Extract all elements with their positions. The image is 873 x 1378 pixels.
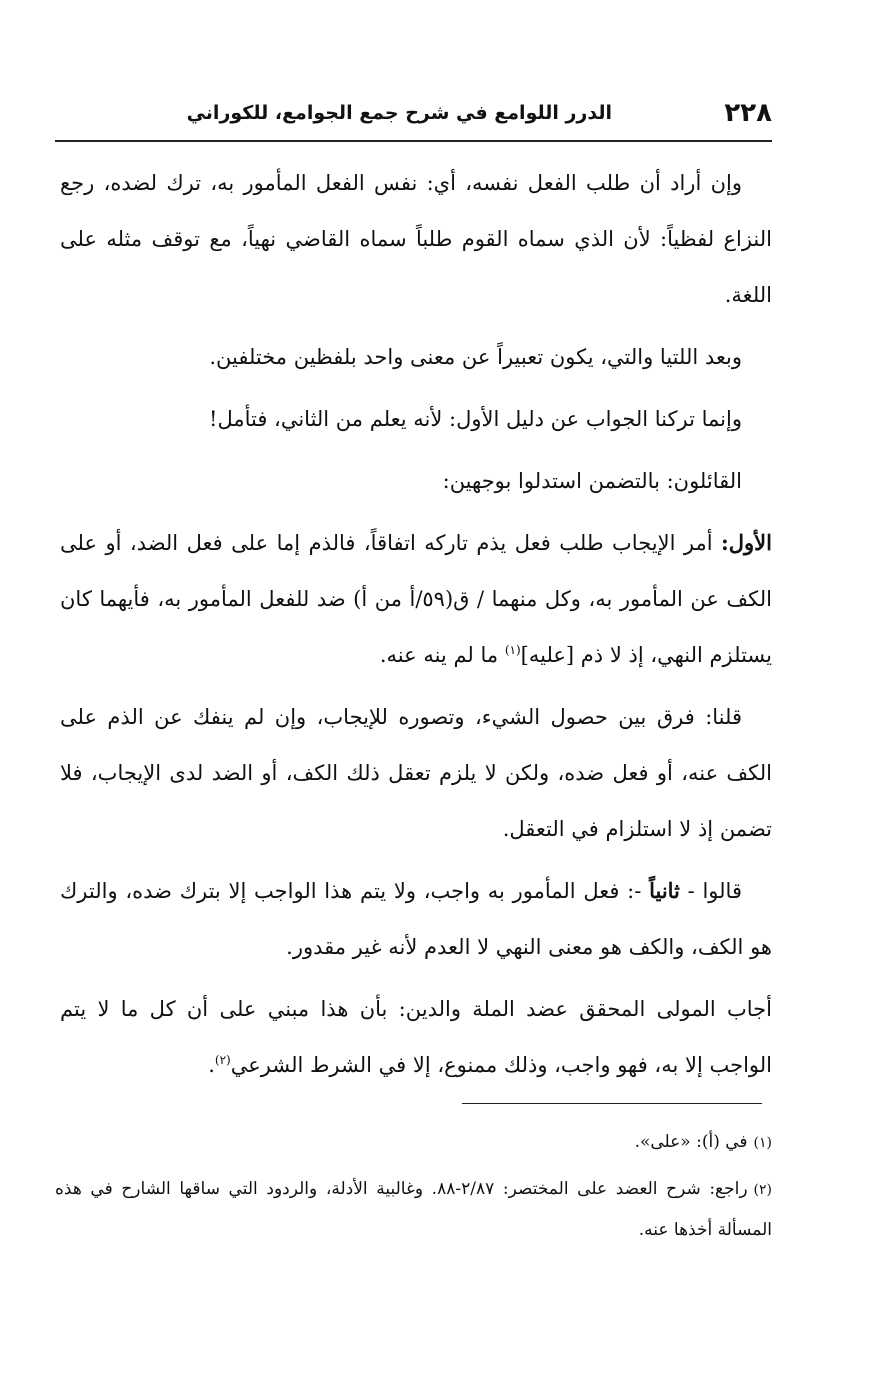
paragraph (60, 391, 772, 447)
footnote-number: (١) (753, 1135, 772, 1151)
paragraph-text: وإنما تركنا الجواب عن دليل الأول: لأنه يعلم من الثاني، فتأمل! (209, 407, 742, 431)
paragraph (60, 981, 772, 1093)
paragraph-text: أمر الإيجاب طلب فعل يذم تاركه اتفاقاً، فالذم إما على فعل الضد، أو على الكف عن المأمور به، وكل منهما / ق(٥٩/أ من أ) ضد للفعل المأمور به، فأيهما كان يستلزم النهي، إذ لا ذم [عليه] (60, 531, 772, 667)
paragraph-text: ما لم ينه عنه. (379, 643, 505, 667)
header-rule (55, 140, 772, 142)
paragraph (60, 689, 772, 857)
paragraph-lead: ثانياً (649, 878, 680, 903)
page-number: ٢٢٨ (724, 98, 772, 128)
footnote-number: (٢) (753, 1182, 773, 1198)
paragraph (60, 863, 772, 975)
footnote-text: راجع: شرح العضد على المختصر: ٢/٨٧-٨٨. وغالبية الأدلة، والردود التي ساقها الشارح في هذه المسألة أخذها عنه. (55, 1179, 772, 1240)
paragraph (60, 515, 772, 683)
paragraph (60, 155, 772, 323)
paragraph-text: قلنا: فرق بين حصول الشيء، وتصوره للإيجاب، وإن لم ينفك عن الذم على الكف عنه، أو فعل ضده، ولكن لا يلزم تعقل ذلك الكف، أو الضد لدى الإيجاب، فلا تضمن إذ لا استلزام في التعقل. (60, 705, 772, 841)
footnote-separator (462, 1103, 762, 1104)
footnote (55, 1122, 772, 1163)
paragraph-text: . (208, 1053, 215, 1077)
paragraph-text: قالوا - (679, 879, 742, 903)
paragraph-text: وبعد اللتيا والتي، يكون تعبيراً عن معنى واحد بلفظين مختلفين. (209, 345, 742, 369)
footnote-text: في (أ): «على». (634, 1132, 748, 1152)
paragraph (60, 329, 772, 385)
footnote (55, 1169, 772, 1250)
paragraph-text: -: فعل المأمور به واجب، ولا يتم هذا الواجب إلا بترك ضده، والترك هو الكف، والكف هو معنى النهي لا العدم لأنه غير مقدور. (60, 879, 772, 959)
running-header (55, 92, 772, 142)
footnote-ref[interactable]: (٢) (214, 1053, 231, 1067)
paragraph-lead: الأول: (721, 530, 772, 555)
paragraph-text: القائلون: بالتضمن استدلوا بوجهين: (442, 469, 742, 493)
footnotes (55, 1122, 772, 1256)
paragraph-text: أجاب المولى المحقق عضد الملة والدين: بأن هذا مبني على أن كل ما لا يتم الواجب إلا به، فهو واجب، وذلك ممنوع، إلا في الشرط الشرعي (60, 997, 772, 1077)
paragraph-text: وإن أراد أن طلب الفعل نفسه، أي: نفس الفعل المأمور به، ترك لضده، رجع النزاع لفظياً: لأن الذي سماه القوم طلباً سماه القاضي نهياً، مع توقف مثله على اللغة. (60, 171, 772, 307)
footnote-ref[interactable]: (١) (504, 643, 521, 657)
paragraph (60, 453, 772, 509)
body-text (60, 155, 772, 1099)
running-title: الدرر اللوامع في شرح جمع الجوامع، للكوراني (186, 102, 612, 124)
